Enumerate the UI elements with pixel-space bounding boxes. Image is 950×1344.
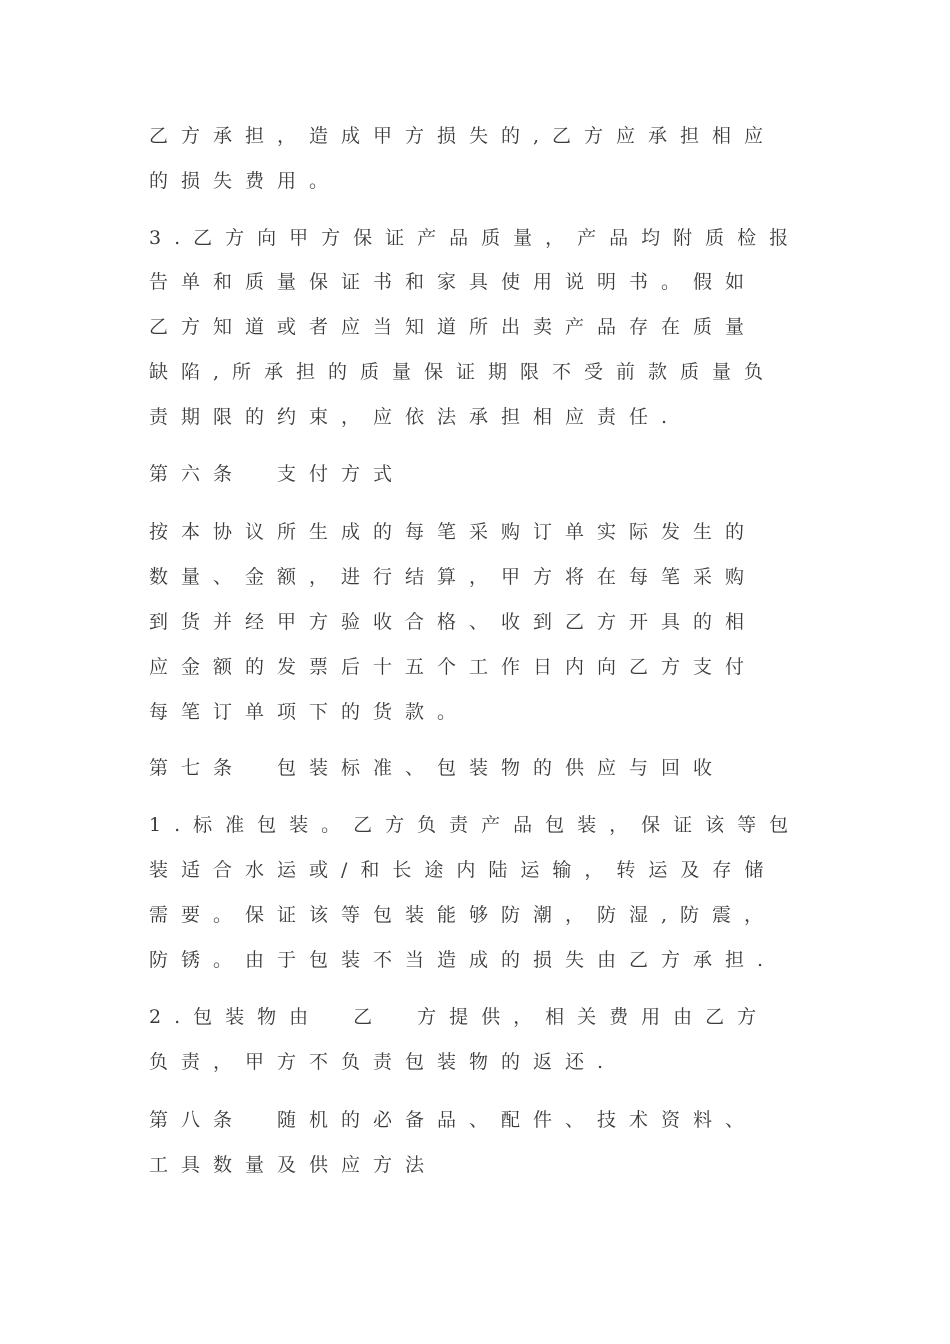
text-line: 防锈。由于包装不当造成的损失由乙方承担. <box>149 949 777 971</box>
text-line: 按本协议所生成的每笔采购订单实际发生的 <box>149 521 758 543</box>
section-heading: 第七条 包装标准、包装物的供应与回收 <box>149 757 726 779</box>
text-line: 负责，甲方不负责包装物的返还. <box>149 1051 617 1073</box>
text-line: 3.乙方向甲方保证产品质量，产品均附质检报 <box>149 227 802 249</box>
section-heading: 第六条 支付方式 <box>149 463 406 485</box>
section-heading: 第八条 随机的必备品、配件、技术资料、 <box>149 1109 758 1131</box>
text-line: 乙方知道或者应当知道所出卖产品存在质量 <box>149 316 758 338</box>
text-line: 每笔订单项下的货款。 <box>149 701 470 723</box>
text-line: 乙方承担，造成甲方损失的,乙方应承担相应 <box>149 125 777 147</box>
text-line: 2.包装物由 乙 方提供，相关费用由乙方 <box>149 1006 770 1028</box>
text-line: 到货并经甲方验收合格、收到乙方开具的相 <box>149 611 758 633</box>
text-line: 1.标准包装。乙方负责产品包装，保证该等包 <box>149 814 802 836</box>
text-line: 缺陷,所承担的质量保证期限不受前款质量负 <box>149 361 777 383</box>
text-line: 工具数量及供应方法 <box>149 1154 438 1176</box>
text-line: 装适合水运或/和长途内陆运输，转运及存储 <box>149 859 777 881</box>
text-line: 数量、金额，进行结算，甲方将在每笔采购 <box>149 566 758 588</box>
text-line: 需要。保证该等包装能够防潮，防湿,防震， <box>149 904 777 926</box>
text-line: 责期限的约束，应依法承担相应责任. <box>149 406 681 428</box>
text-line: 告单和质量保证书和家具使用说明书。假如 <box>149 271 758 293</box>
text-line: 的损失费用。 <box>149 170 342 192</box>
text-line: 应金额的发票后十五个工作日内向乙方支付 <box>149 656 758 678</box>
